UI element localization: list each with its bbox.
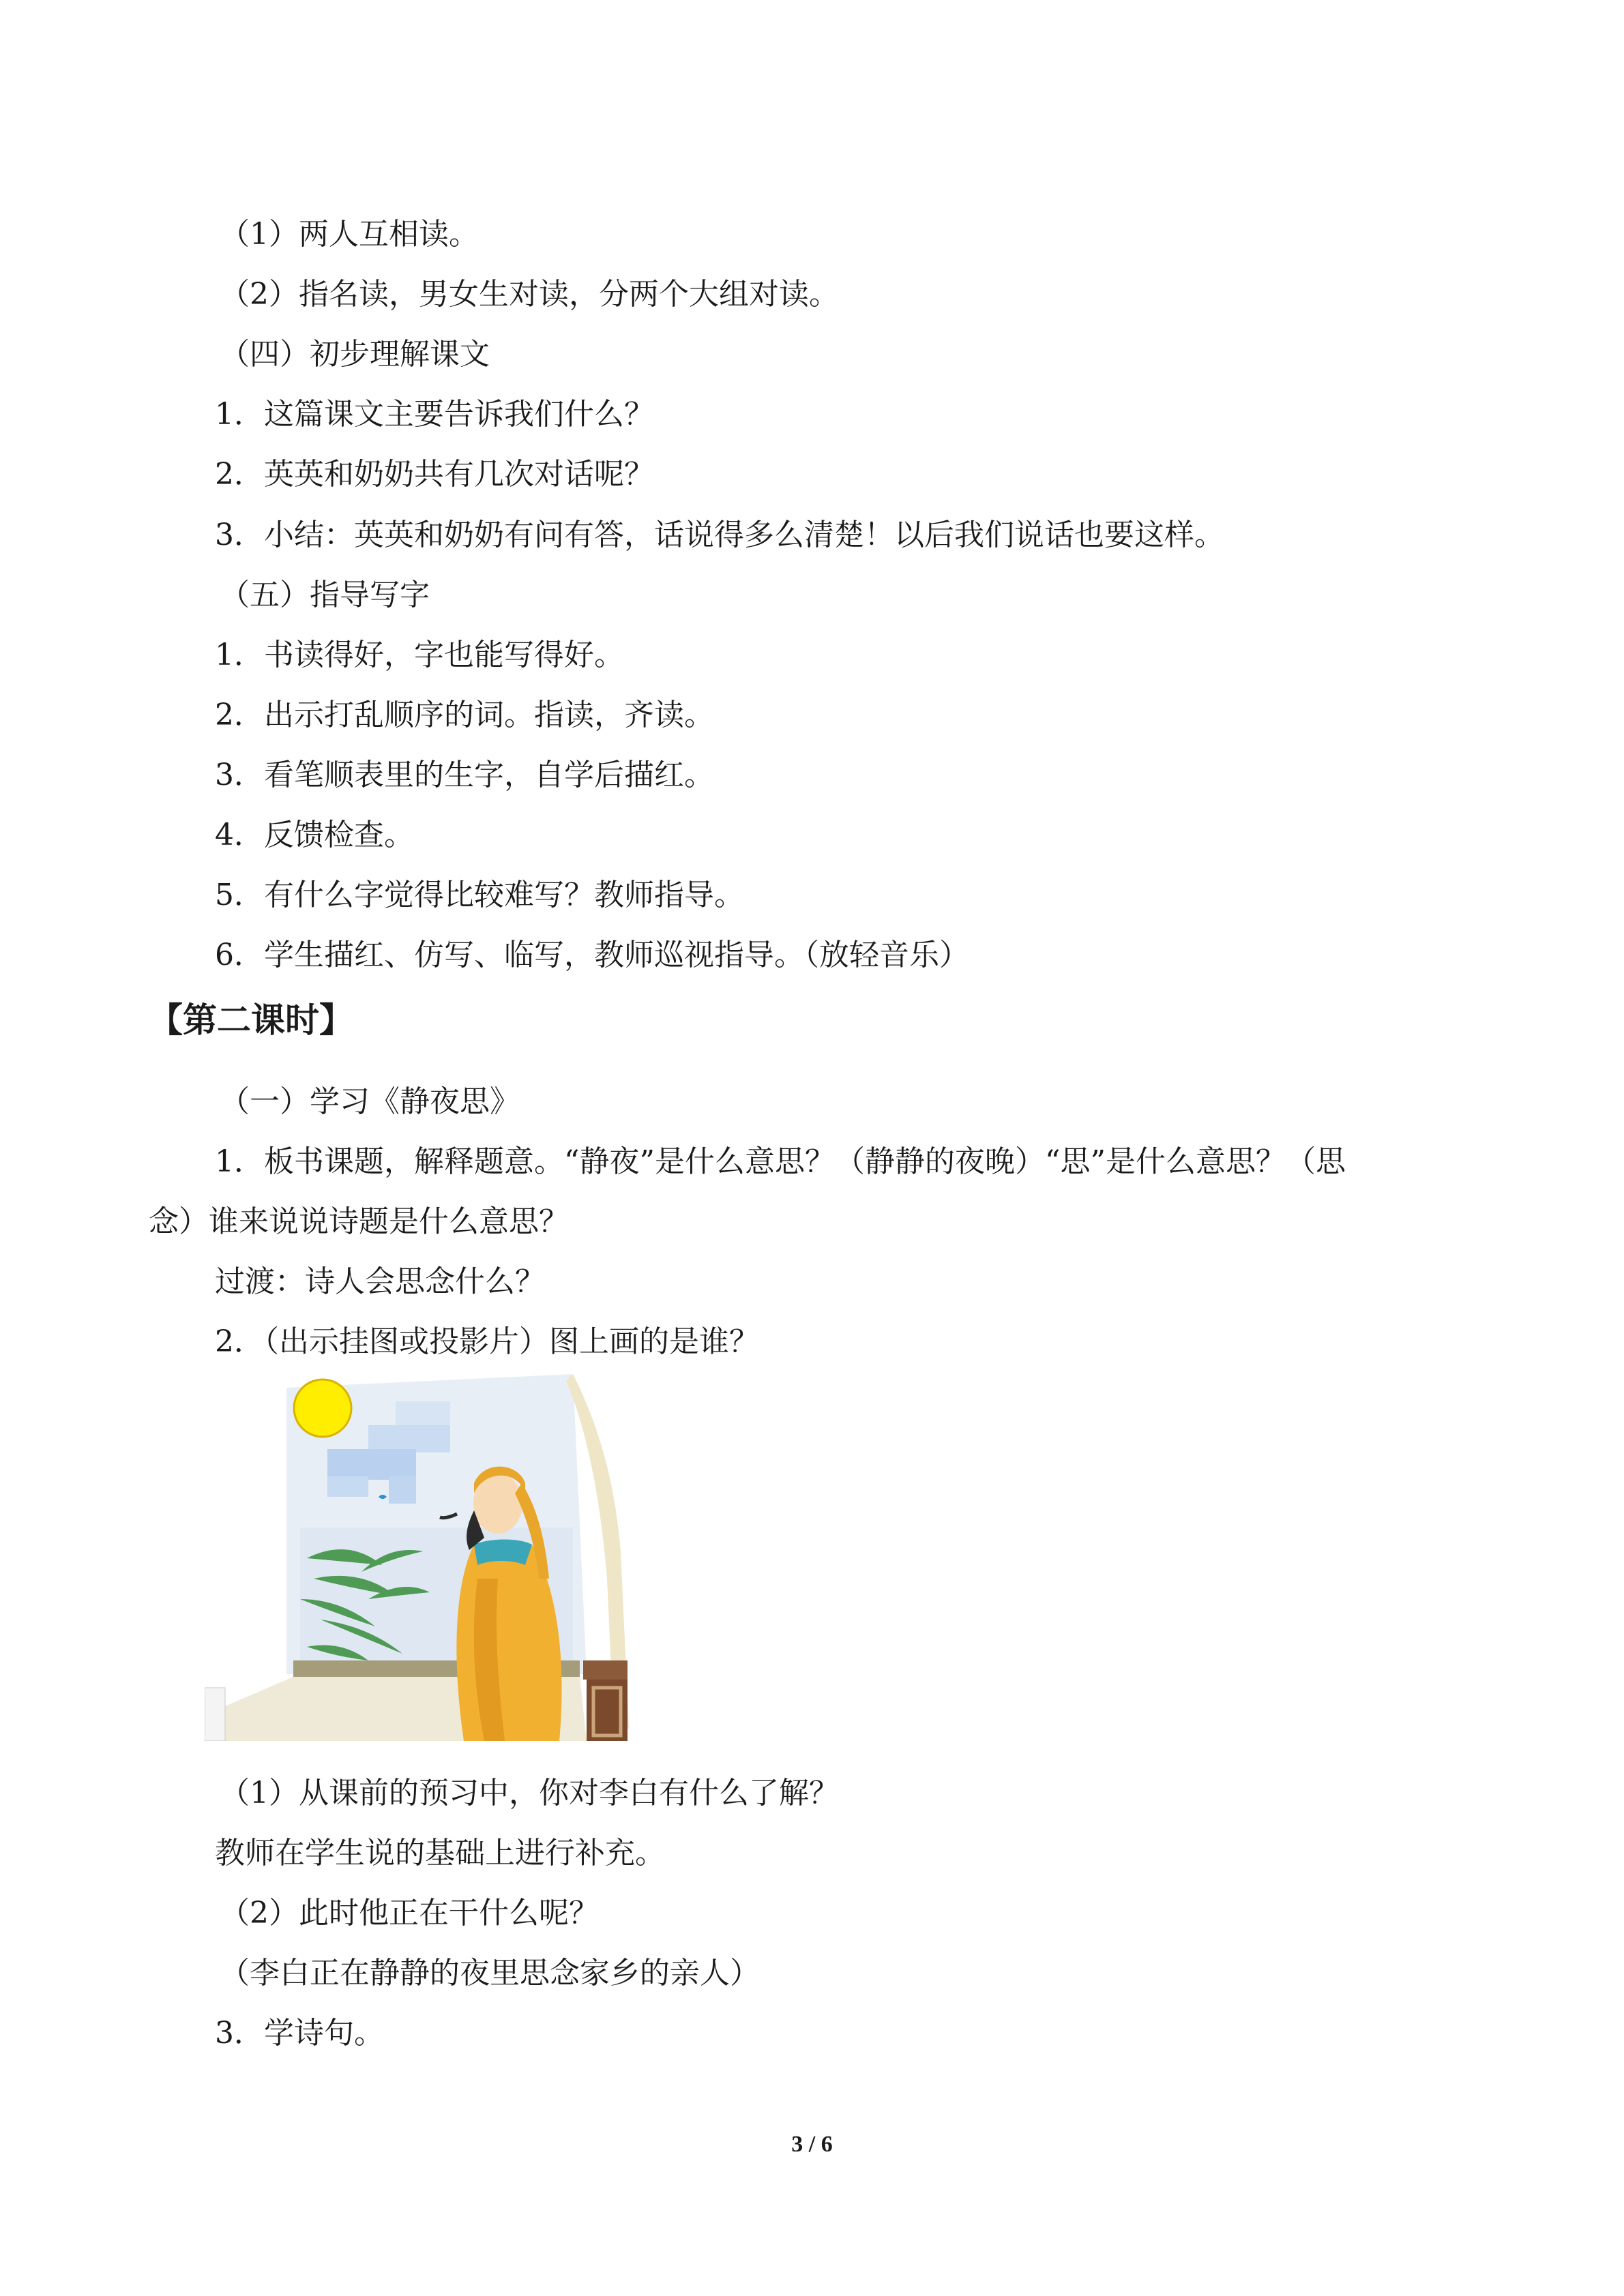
page-number: 3 / 6 xyxy=(791,2132,833,2157)
moon-icon xyxy=(294,1380,351,1437)
text-line: （四）初步理解课文 xyxy=(220,337,490,372)
text-line: 念）谁来说说诗题是什么意思？ xyxy=(149,1204,569,1239)
text-line: （一）学习《静夜思》 xyxy=(220,1084,520,1119)
text-line: 1．书读得好，字也能写得好。 xyxy=(215,638,624,672)
text-line: 3．看笔顺表里的生字，自学后描红。 xyxy=(215,758,714,792)
text-line: 2．英英和奶奶共有几次对话呢？ xyxy=(215,457,654,492)
text-line: （1）两人互相读。 xyxy=(220,217,479,252)
text-line: （2）指名读，男女生对读，分两个大组对读。 xyxy=(220,277,839,312)
text-line: 3．小结：英英和奶奶有问有答，话说得多么清楚！以后我们说话也要这样。 xyxy=(215,518,1224,552)
text-line: 6．学生描红、仿写、临写，教师巡视指导。（放轻音乐） xyxy=(215,938,969,972)
text-line: 5．有什么字觉得比较难写？教师指导。 xyxy=(215,878,744,912)
text-line: 3．学诗句。 xyxy=(215,2016,384,2051)
li-bai-illustration xyxy=(205,1374,629,1741)
text-line: 1．这篇课文主要告诉我们什么？ xyxy=(215,397,654,432)
text-line: （2）此时他正在干什么呢？ xyxy=(220,1896,599,1930)
text-line: 2．出示打乱顺序的词。指读，齐读。 xyxy=(215,698,714,732)
text-line: 教师在学生说的基础上进行补充。 xyxy=(215,1836,665,1870)
section-heading: 【第二课时】 xyxy=(149,1000,353,1040)
text-line: 1．板书课题，解释题意。“静夜”是什么意思？（静静的夜晚）“思”是什么意思？（思 xyxy=(215,1144,1346,1179)
text-line: （五）指导写字 xyxy=(220,578,430,612)
text-line: （1）从课前的预习中，你对李白有什么了解？ xyxy=(220,1776,839,1810)
text-line: 4．反馈检查。 xyxy=(215,818,414,852)
text-line: 2．（出示挂图或投影片）图上画的是谁？ xyxy=(215,1324,759,1359)
text-line: （李白正在静静的夜里思念家乡的亲人） xyxy=(220,1956,760,1991)
text-line: 过渡：诗人会思念什么？ xyxy=(215,1264,545,1299)
